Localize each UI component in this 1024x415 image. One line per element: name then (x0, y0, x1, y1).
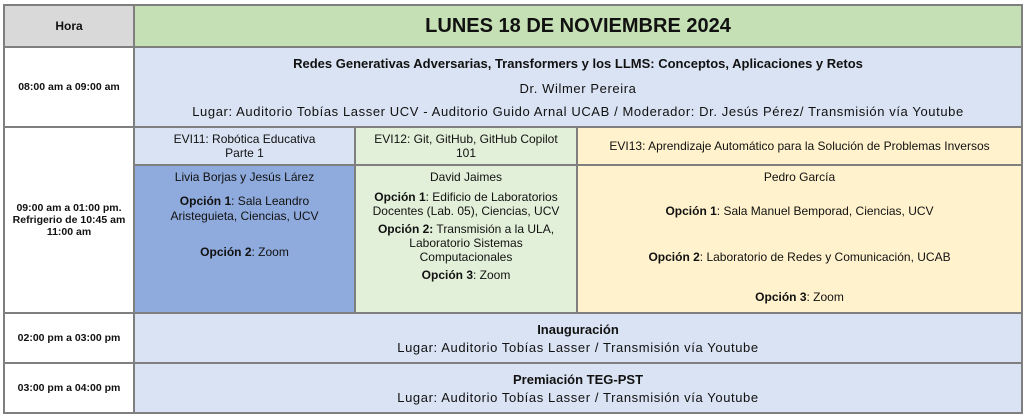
evi13-option-1 (578, 204, 1021, 218)
time-cell-4: 03:00 pm a 04:00 pm (4, 363, 134, 413)
evi13-opt3-label: Opción 3 (755, 290, 807, 304)
session-row-1 (4, 47, 1022, 127)
evi12-opt2-label: Opción 2: (377, 222, 434, 236)
evi12-opt2-line-2: Laboratorio Sistemas (409, 236, 523, 250)
inauguracion-title: Inauguración (537, 321, 619, 337)
evi11-title-cell (134, 127, 355, 165)
evi12-opt2-line-1: Transmisión a la ULA, (433, 222, 555, 236)
time-cell-3: 02:00 pm a 03:00 pm (4, 313, 134, 363)
evi13-opt1-label: Opción 1 (665, 204, 717, 218)
evi13-title: EVI13: Aprendizaje Automático para la Solución de Problemas Inversos (609, 139, 990, 153)
evi11-title-line-2: Parte 1 (225, 146, 264, 160)
evi11-title-line-1: EVI11: Robótica Educativa (173, 132, 316, 146)
keynote-cell (134, 47, 1022, 127)
workshop-detail-row (4, 165, 1022, 313)
evi12-title-line-2: 101 (455, 146, 477, 160)
evi11-opt1-line-2: Aristeguieta, Ciencias, UCV (170, 209, 319, 223)
inauguracion-location: Lugar: Auditorio Tobías Lasser / Transmisión vía Youtube (397, 339, 759, 355)
inauguracion-cell (134, 313, 1022, 363)
evi11-option-1 (135, 194, 354, 209)
premiacion-title: Premiación TEG-PST (512, 371, 644, 387)
evi12-opt3-label: Opción 3 (421, 268, 473, 282)
workshop-title-row (4, 127, 1022, 165)
time-line-2: Refrigerio de 10:45 am (12, 214, 126, 226)
header-row (4, 5, 1022, 47)
evi12-option-2 (356, 222, 576, 236)
evi12-detail-cell (355, 165, 577, 313)
evi12-option-1 (356, 190, 576, 204)
evi12-opt1-line-1: : Edificio de Laboratorios (425, 190, 558, 204)
evi13-opt2-text: : Laboratorio de Redes y Comunicación, UCAB (699, 250, 951, 264)
session-row-4 (4, 363, 1022, 413)
hora-header: Hora (4, 5, 134, 47)
premiacion-cell (134, 363, 1022, 413)
evi11-option-2 (135, 245, 354, 260)
evi11-opt1-line-1: : Sala Leandro (231, 194, 310, 208)
evi12-opt1-line-2: Docentes (Lab. 05), Ciencias, UCV (372, 204, 560, 218)
schedule-table (3, 4, 1023, 414)
evi13-title-cell (577, 127, 1022, 165)
time-line-1: 09:00 am a 01:00 pm. (16, 202, 122, 214)
keynote-location: Lugar: Auditorio Tobías Lasser UCV - Auditorio Guido Arnal UCAB / Moderador: Dr. Jesús Pérez/ Transmisión vía Youtube (192, 103, 964, 119)
evi13-option-2 (578, 250, 1021, 264)
evi12-opt1-label: Opción 1 (374, 190, 426, 204)
evi11-opt1-label: Opción 1 (179, 194, 232, 208)
evi12-speaker: David Jaimes (429, 170, 503, 184)
evi11-opt2-text: : Zoom (251, 245, 289, 259)
evi12-opt2-line-3: Computacionales (419, 250, 513, 264)
evi12-opt3-text: : Zoom (473, 268, 511, 282)
evi13-opt3-text: : Zoom (806, 290, 844, 304)
evi12-title-cell (355, 127, 577, 165)
time-cell-2 (4, 127, 134, 313)
evi12-title-line-1: EVI12: Git, GitHub, GitHub Copilot (374, 132, 558, 146)
time-line-3: 11:00 am (46, 226, 92, 238)
evi13-speaker: Pedro García (763, 170, 836, 184)
evi13-opt2-label: Opción 2 (648, 250, 700, 264)
evi11-opt2-label: Opción 2 (200, 245, 252, 259)
premiacion-location: Lugar: Auditorio Tobías Lasser / Transmisión vía Youtube (397, 389, 759, 405)
session-row-3 (4, 313, 1022, 363)
evi13-detail-cell (577, 165, 1022, 313)
evi12-option-3 (356, 268, 576, 282)
evi13-opt1-text: : Sala Manuel Bemporad, Ciencias, UCV (716, 204, 934, 218)
keynote-speaker: Dr. Wilmer Pereira (519, 80, 637, 96)
time-cell-1: 08:00 am a 09:00 am (4, 47, 134, 127)
evi13-option-3 (578, 290, 1021, 304)
evi11-speaker: Livia Borjas y Jesús Lárez (174, 170, 315, 184)
keynote-title: Redes Generativas Adversarias, Transformers y los LLMS: Conceptos, Aplicaciones y Retos (293, 55, 863, 71)
day-header: LUNES 18 DE NOVIEMBRE 2024 (134, 5, 1022, 47)
evi11-detail-cell (134, 165, 355, 313)
